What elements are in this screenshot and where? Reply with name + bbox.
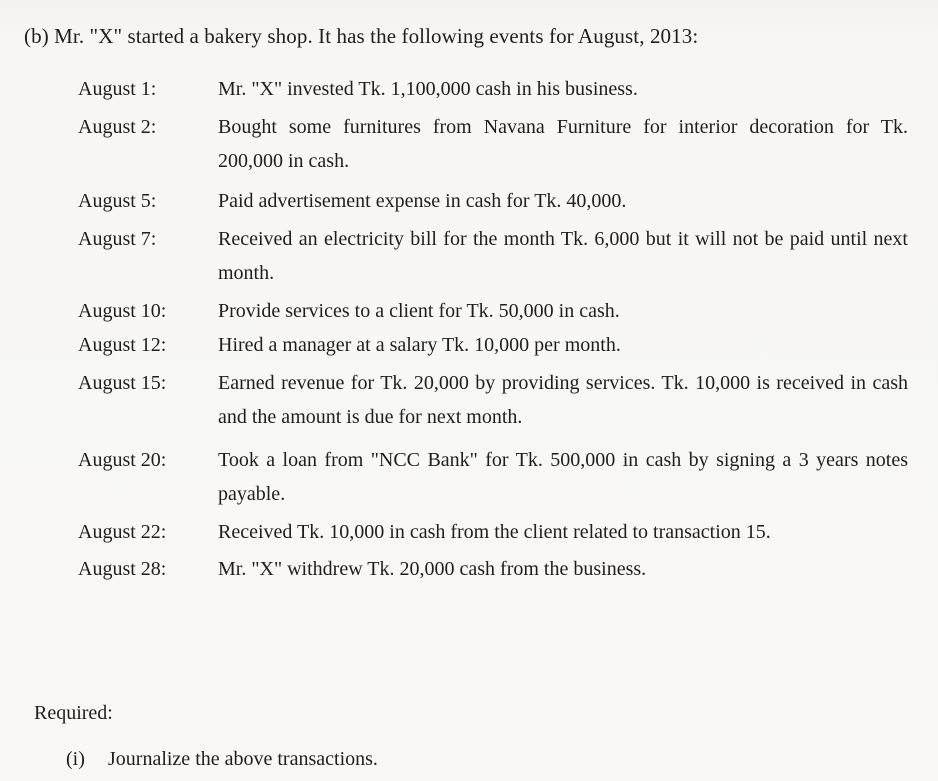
event-date: August 20:: [78, 449, 167, 471]
event-item: [78, 552, 918, 586]
event-date: August 15:: [78, 372, 167, 394]
question-intro: (b) Mr. "X" started a bakery shop. It has the following events for August, 2013:: [24, 24, 699, 48]
event-list: [78, 72, 918, 586]
required-heading: Required:: [34, 702, 113, 724]
event-item: [78, 294, 918, 328]
event-item: [78, 184, 918, 218]
event-item: [78, 222, 918, 290]
event-item: [78, 366, 918, 434]
event-description: Mr. "X" withdrew Tk. 20,000 cash from the business.: [218, 558, 647, 580]
task-number: (i): [66, 748, 85, 770]
event-description: Hired a manager at a salary Tk. 10,000 per month.: [218, 334, 621, 356]
event-description: Provide services to a client for Tk. 50,000 in cash.: [218, 300, 620, 322]
event-description: Received Tk. 10,000 in cash from the client related to transaction 15.: [218, 521, 771, 543]
event-description: Took a loan from "NCC Bank" for Tk. 500,000 in cash by signing a 3 years notes payable.: [218, 449, 908, 505]
event-date: August 2:: [78, 116, 157, 138]
event-date: August 10:: [78, 300, 167, 322]
event-date: August 1:: [78, 78, 157, 100]
event-item: [78, 72, 918, 106]
event-description: Mr. "X" invested Tk. 1,100,000 cash in his business.: [218, 78, 638, 100]
event-date: August 5:: [78, 190, 157, 212]
event-date: August 12:: [78, 334, 167, 356]
task-text: Journalize the above transactions.: [108, 748, 378, 770]
event-date: August 22:: [78, 521, 167, 543]
required-task: [66, 748, 378, 771]
event-item: [78, 515, 918, 549]
event-item: [78, 443, 918, 511]
event-description: Bought some furnitures from Navana Furniture for interior decoration for Tk. 200,000 in cash.: [218, 116, 908, 172]
event-date: August 7:: [78, 228, 157, 250]
event-description: Earned revenue for Tk. 20,000 by providing services. Tk. 10,000 is received in cash and the amount is due for next month.: [218, 372, 908, 428]
event-item: [78, 328, 918, 362]
event-item: [78, 110, 918, 178]
event-date: August 28:: [78, 558, 167, 580]
event-description: Received an electricity bill for the month Tk. 6,000 but it will not be paid until next month.: [218, 228, 908, 284]
event-description: Paid advertisement expense in cash for Tk. 40,000.: [218, 190, 627, 212]
